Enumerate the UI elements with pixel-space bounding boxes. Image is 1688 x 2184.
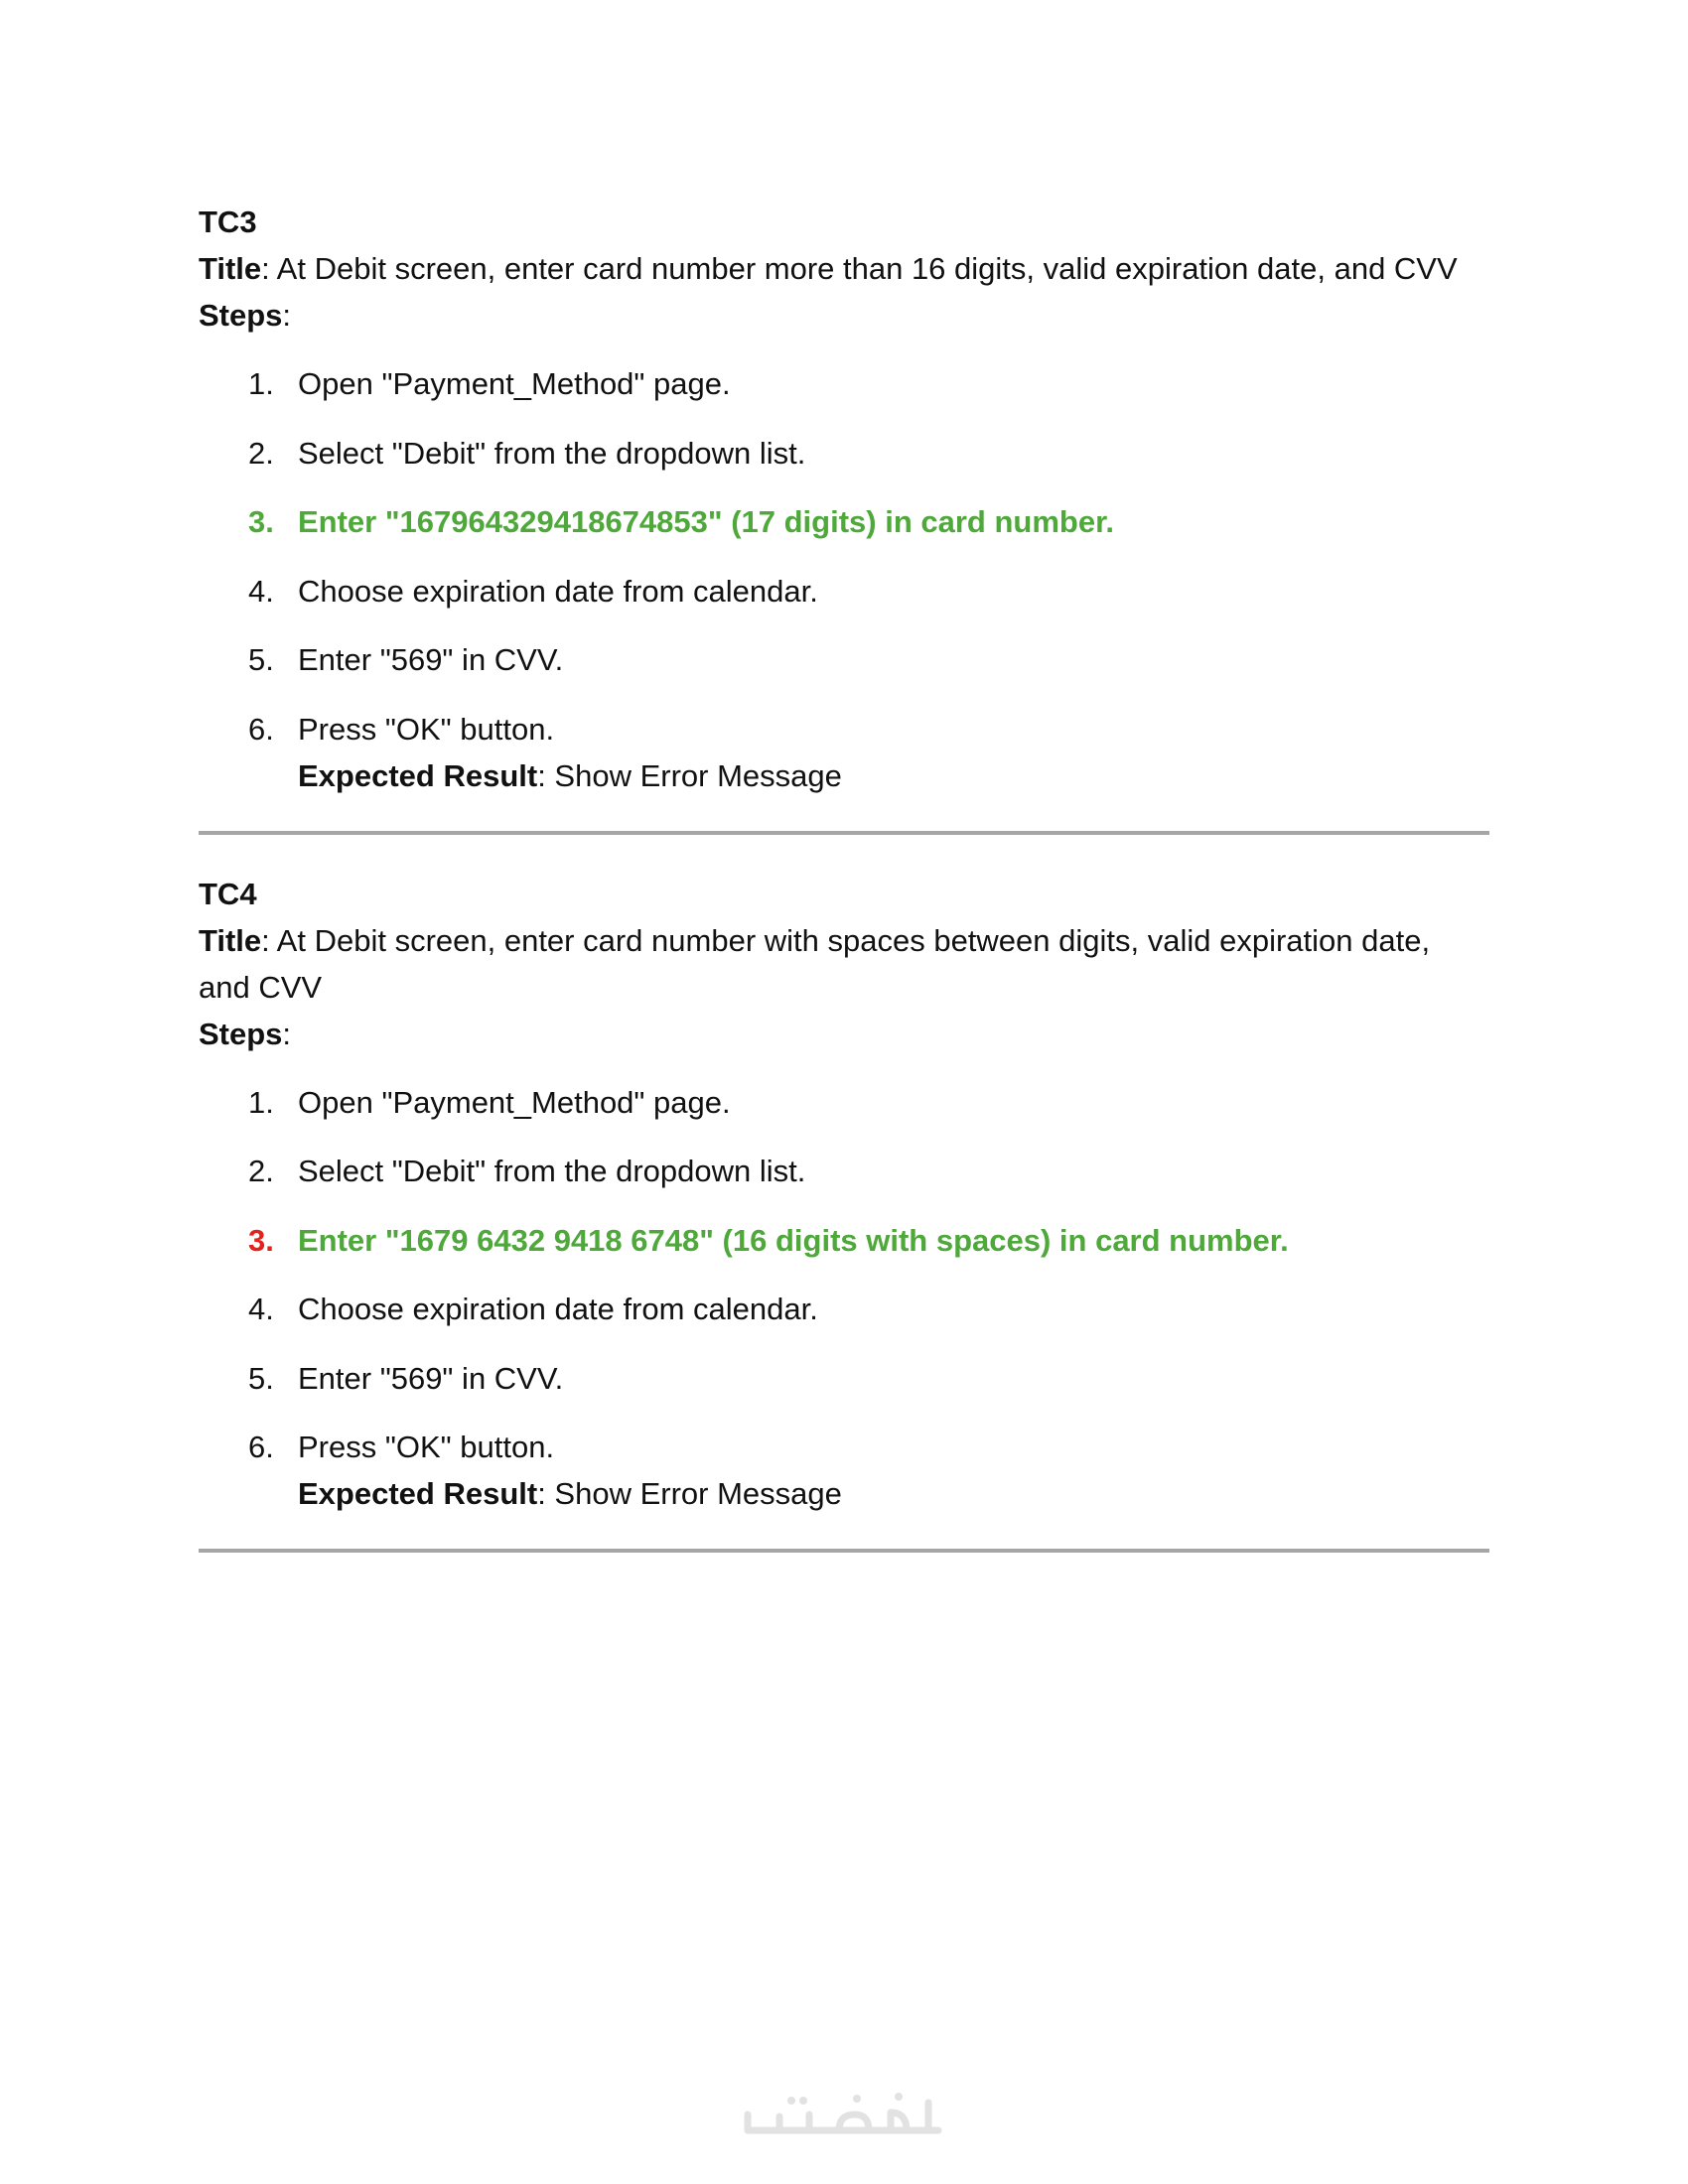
- step-item: [199, 430, 1489, 477]
- step-text: Open "Payment_Method" page.: [298, 366, 731, 401]
- steps-colon: :: [282, 1016, 292, 1051]
- step-number: 6.: [248, 1430, 274, 1464]
- expected-result: [298, 1470, 1489, 1517]
- section-divider: [199, 831, 1489, 835]
- expected-text: : Show Error Message: [537, 757, 842, 793]
- steps-heading: [199, 1011, 1489, 1057]
- step-number: 5.: [248, 642, 274, 677]
- step-number: 4.: [248, 573, 274, 609]
- test-case-title: [199, 917, 1489, 1011]
- expected-label: Expected Result: [298, 757, 538, 793]
- step-text: Choose expiration date from calendar.: [298, 1292, 818, 1326]
- step-number: 5.: [248, 1360, 274, 1396]
- steps-label: Steps: [199, 298, 283, 333]
- steps-list: [199, 1079, 1489, 1518]
- expected-result: [298, 752, 1489, 799]
- steps-label: Steps: [199, 1016, 283, 1051]
- steps-list: [199, 360, 1489, 799]
- step-text: Choose expiration date from calendar.: [298, 573, 818, 609]
- step-number: 2.: [248, 1154, 274, 1188]
- step-item: [199, 360, 1489, 407]
- step-number: 1.: [248, 366, 274, 401]
- step-text: Enter "167964329418674853" (17 digits) in card number.: [298, 504, 1115, 539]
- title-label: Title: [199, 251, 262, 286]
- title-text: : At Debit screen, enter card number with spaces between digits, valid expiration date, and CVV: [199, 922, 1431, 1005]
- step-item: [199, 1355, 1489, 1402]
- step-number: 4.: [248, 1292, 274, 1326]
- test-case-id: TC3: [199, 205, 257, 239]
- expected-text: : Show Error Message: [537, 1476, 842, 1511]
- step-text: Open "Payment_Method" page.: [298, 1084, 731, 1120]
- step-text: Press "OK" button.: [298, 711, 555, 747]
- step-number: 3.: [248, 504, 274, 539]
- step-text: Select "Debit" from the dropdown list.: [298, 435, 806, 471]
- test-case-tc4: [199, 871, 1489, 1518]
- section-divider: [199, 1549, 1489, 1553]
- step-item: [199, 1424, 1489, 1517]
- step-text: Select "Debit" from the dropdown list.: [298, 1154, 806, 1188]
- step-number: 6.: [248, 711, 274, 747]
- step-item: [199, 636, 1489, 683]
- step-number: 1.: [248, 1084, 274, 1120]
- test-case-id: TC4: [199, 876, 257, 911]
- step-number: 2.: [248, 435, 274, 471]
- step-item: [199, 706, 1489, 799]
- title-text: : At Debit screen, enter card number more than 16 digits, valid expiration date, and CVV: [261, 251, 1458, 286]
- step-item-highlighted: [199, 498, 1489, 545]
- step-text: Enter "1679 6432 9418 6748" (16 digits with spaces) in card number.: [298, 1222, 1289, 1258]
- document-page: [199, 199, 1489, 1588]
- expected-label: Expected Result: [298, 1476, 538, 1511]
- step-text: Press "OK" button.: [298, 1430, 555, 1464]
- steps-colon: :: [282, 298, 292, 333]
- step-item: [199, 1286, 1489, 1332]
- title-label: Title: [199, 922, 262, 958]
- step-item: [199, 1148, 1489, 1194]
- step-item: [199, 1079, 1489, 1126]
- test-case-title: [199, 245, 1489, 292]
- step-number: 3.: [248, 1222, 274, 1258]
- khamsat-logo-icon: [740, 2085, 948, 2144]
- step-text: Enter "569" in CVV.: [298, 642, 564, 677]
- steps-heading: [199, 292, 1489, 339]
- step-item-highlighted: [199, 1217, 1489, 1264]
- step-text: Enter "569" in CVV.: [298, 1360, 564, 1396]
- step-item: [199, 568, 1489, 614]
- test-case-tc3: [199, 199, 1489, 799]
